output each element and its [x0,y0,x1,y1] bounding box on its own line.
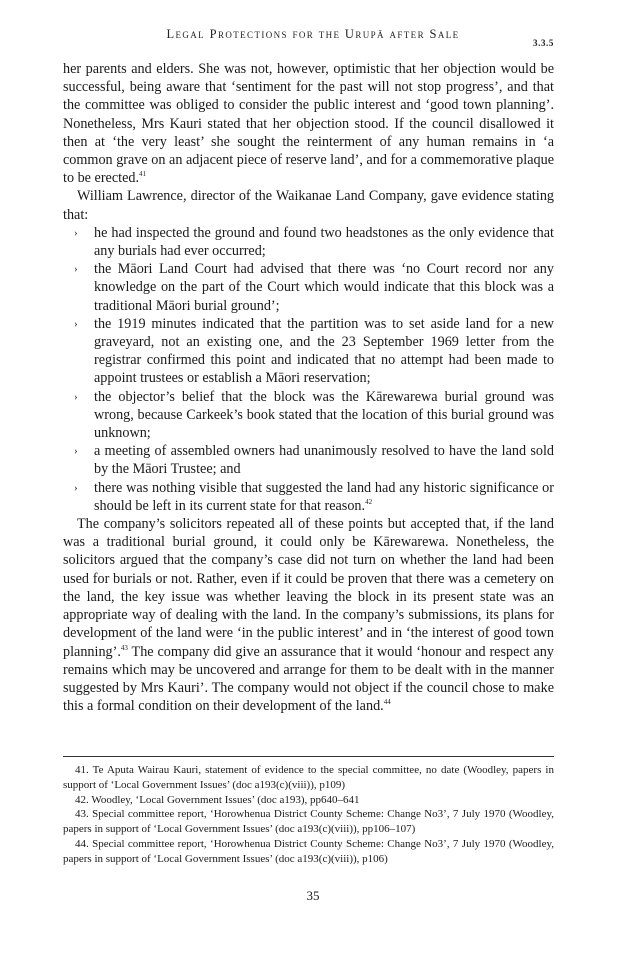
footnote-divider [63,756,554,757]
list-item-text: the 1919 minutes indicated that the partition was to set aside land for a new graveyard, not an existing one, and the 23 September 1969 letter from the registrar confirmed this point and indicated that no attempt had been made to appoint trustees or establish a Māori reservation; [94,315,554,387]
paragraph [63,60,554,187]
footnote [63,837,554,867]
footnote-text: Special committee report, ‘Horowhenua District County Scheme: Change No3’, 7 July 1970 (Woodley, papers in support of ‘Local Government Issues’ (doc a193(c)(viii)), p106) [63,837,555,865]
paragraph-text: her parents and elders. She was not, however, optimistic that her objection would be successful, being aware that ‘sentiment for the past will not stop progress’, and that the committee was obliged to consider the public interest and ‘good town planning’. Nonetheless, Mrs Kauri stated that her objection stood. If the council disallowed it then at ‘the very least’ she sought the reinterment of any human remains in ‘a common grave on an adjacent piece of reserve land’, and for a commemorative plaque to be erected. [63,61,554,187]
section-number: 3.3.5 [533,38,554,48]
list-item [74,224,554,260]
page-number: 35 [306,888,320,903]
chevron-bullet-icon: › [74,317,78,330]
list-item [74,315,554,388]
footnote-ref[interactable]: 41 [139,170,147,179]
chevron-bullet-icon: › [74,226,78,239]
footnote-ref[interactable]: 44 [383,698,391,707]
footnote-text: Special committee report, ‘Horowhenua District County Scheme: Change No3’, 7 July 1970 (Woodley, papers in support of ‘Local Government Issues’ (doc a193(c)(viii)), pp106–107) [63,808,555,836]
footnote [63,807,554,837]
chevron-bullet-icon: › [74,445,78,458]
footnote-text: Te Aputa Wairau Kauri, statement of evidence to the special committee, no date (Woodley, papers in support of ‘Local Government Issues’ (doc a193(c)(viii)), p109) [63,764,554,791]
footnote [63,793,554,808]
list-item-text: there was nothing visible that suggested the land had any historic significance or should be left in its current state for that reason. [94,479,554,514]
running-head-title: Legal Protections for the Urupā after Sale [166,27,460,41]
body-text [63,60,554,715]
paragraph-text: The company’s solicitors repeated all of these points but accepted that, if the land was a traditional burial ground, it could only be Kārewarewa. Nonetheless, the solicitors argued that the company’s case did not turn on whether the land had been used for burials or not. Rather, even if it could be proven that there was a cemetery on the land, the key issue was whether leaving the block in its present state was an appropriate way of dealing with the land. In the company’s submissions, its plans for development of the land were ‘in the public interest’ and in ‘the interest of good town planning’. [63,516,554,660]
list-item [74,479,554,515]
list-item [74,388,554,443]
list-item-text: the objector’s belief that the block was the Kārewarewa burial ground was wrong, because Carkeek’s book stated that the location of this burial ground was unknown; [94,388,554,442]
chevron-bullet-icon: › [74,481,78,494]
footnote-ref[interactable]: 42 [365,497,373,506]
evidence-list [63,224,554,515]
chevron-bullet-icon: › [74,390,78,403]
footnote-ref[interactable]: 43 [120,643,128,652]
list-item [74,442,554,478]
footnote-number: 43. [75,808,89,821]
list-item-text: a meeting of assembled owners had unanimously resolved to have the land sold by the Māori Trustee; and [94,443,554,478]
footnote-text: Woodley, ‘Local Government Issues’ (doc a193), pp640–641 [91,793,360,806]
footnote [63,763,554,793]
list-item [74,260,554,315]
footnote-number: 42. [75,793,89,806]
footnotes [63,763,554,867]
list-item-text: he had inspected the ground and found two headstones as the only evidence that any burials had ever occurred; [94,224,554,260]
list-item-text: the Māori Land Court had advised that there was ‘no Court record nor any knowledge on the part of the Court which would indicate that this block was a traditional Māori burial ground’; [94,261,554,314]
paragraph [63,187,554,223]
paragraph-text: The company did give an assurance that it would ‘honour and respect any remains which may be uncovered and arrange for them to be dealt with in the manner suggested by Mrs Kauri’. The company would not object if the council chose to make this a formal condition on their development of the land. [63,643,554,715]
paragraph [63,515,554,715]
paragraph-text: William Lawrence, director of the Waikanae Land Company, gave evidence stating that: [63,188,554,223]
footnote-number: 41. [75,764,89,776]
footnote-number: 44. [75,837,89,850]
chevron-bullet-icon: › [74,263,78,276]
